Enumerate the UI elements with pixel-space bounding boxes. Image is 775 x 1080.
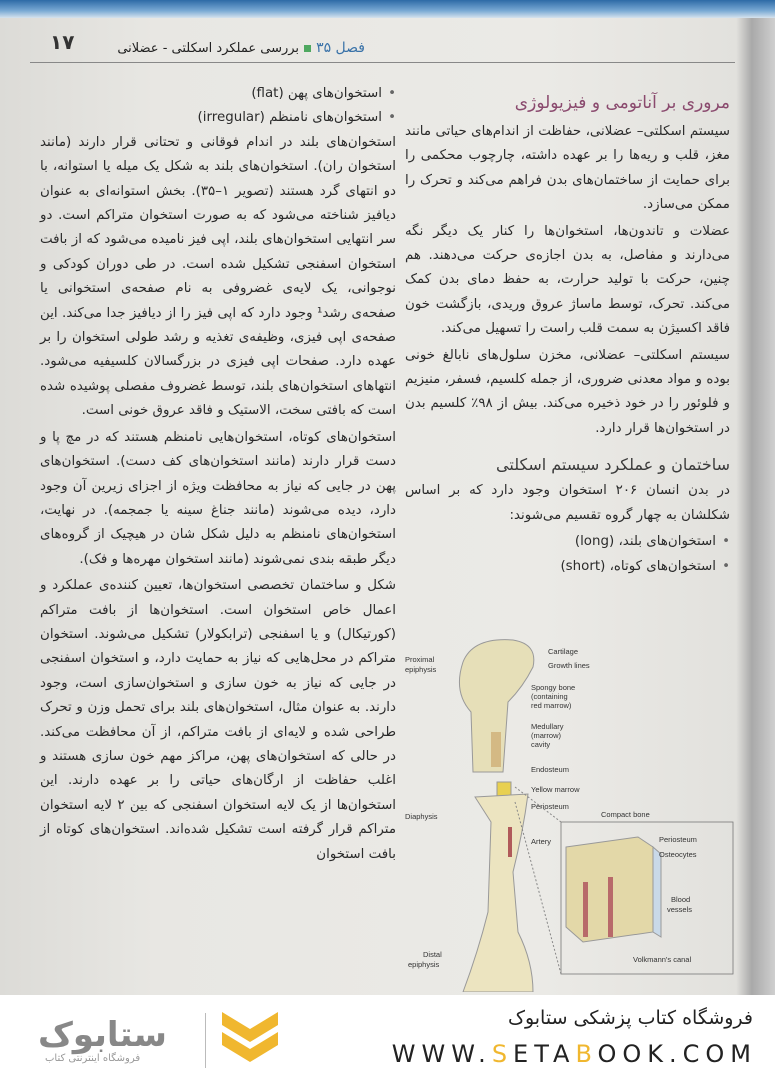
label: Spongy bone bbox=[531, 683, 576, 692]
store-logo[interactable]: ستابوک bbox=[38, 1015, 167, 1055]
logo-divider bbox=[205, 1013, 206, 1068]
chapter-title: بررسی عملکرد اسکلتی - عضلانی bbox=[117, 40, 300, 56]
url-part: ETA bbox=[513, 1040, 576, 1068]
label: Blood bbox=[671, 895, 691, 904]
label: Diaphysis bbox=[405, 812, 438, 821]
label: Periosteum bbox=[531, 802, 569, 811]
label: (marrow) bbox=[531, 731, 561, 740]
label: Volkmann's canal bbox=[633, 955, 692, 964]
left-column bbox=[40, 82, 396, 869]
paragraph: شکل و ساختمان تخصصی استخوان‌ها، تعیین کننده‌ی عملکرد و اعمال خاص استخوان است. استخوان‌ها از بافت متراکم (کورتیکال) و یا اسفنجی (ترابکولار) تشکیل می‌شوند. استخوان متراکم در محل‌هایی که نیاز به حمایت دارد، و استخوان اسفنجی در جایی که نیاز به خون سازی و استخوان‌سازی است، وجود دارند. به عنوان مثال، استخوان‌های بلند برای تحمل وزن و تحرک طراحی شده و لایه‌ای از بافت متراکم، از آن محافظت می‌کند. در حالی که استخوان‌های پهن، مراکز مهم خون سازی هستند و اغلب حفاظت از ارگان‌های حیاتی را بر عهده دارند. این استخوان‌ها از یک لایه استخوان اسفنجی که بین ۲ لایه استخوان متراکم قرار گرفته است تشکیل شده‌اند. استخوان‌های کوتاه از بافت استخوان bbox=[40, 578, 397, 862]
logo-tagline: فروشگاه اینترنتی کتاب bbox=[45, 1053, 141, 1064]
store-url[interactable] bbox=[392, 1040, 757, 1068]
label: (containing bbox=[531, 692, 568, 701]
label: Endosteum bbox=[531, 765, 569, 774]
label: Yellow marrow bbox=[531, 785, 580, 794]
square-marker-icon bbox=[304, 45, 311, 52]
url-part: B bbox=[575, 1040, 598, 1068]
label: Osteocytes bbox=[659, 850, 697, 859]
paragraph: در بدن انسان ۲۰۶ استخوان وجود دارد که بر اساس شکلشان به چهار گروه تقسیم می‌شوند: bbox=[405, 483, 730, 523]
label: Artery bbox=[531, 837, 552, 846]
page-number: ۱۷ bbox=[50, 30, 75, 54]
store-footer bbox=[0, 995, 775, 1080]
bullet-item: • استخوان‌های کوتاه، (short) bbox=[405, 555, 730, 579]
label: Proximal bbox=[405, 655, 435, 664]
url-part: OOK.COM bbox=[597, 1040, 757, 1068]
chapter-label: فصل ۳۵ bbox=[316, 40, 365, 56]
bullet-item: • استخوان‌های نامنظم (irregular) bbox=[40, 106, 396, 130]
right-column bbox=[405, 88, 730, 579]
label: Distal bbox=[423, 950, 442, 959]
store-name: فروشگاه کتاب پزشکی ستابوک bbox=[507, 1007, 753, 1029]
label: Cartilage bbox=[548, 647, 579, 656]
top-band bbox=[0, 0, 775, 18]
chevron-logo-icon bbox=[220, 1007, 280, 1072]
paragraph: سیستم اسکلتی– عضلانی، مخزن سلول‌های نابالغ خونی بوده و مواد معدنی ضروری، از جمله کلسیم، فسفر، منیزیم و فلوئور را در خود ذخیره می‌کند. بیش از ۹۸٪ کلسیم بدن در استخوان‌ها قرار دارد. bbox=[405, 347, 730, 436]
label: vessels bbox=[667, 905, 693, 914]
section-heading: ساختمان و عملکرد سیستم اسکلتی bbox=[496, 455, 730, 475]
label: cavity bbox=[531, 740, 551, 749]
url-part: S bbox=[491, 1040, 514, 1068]
label: epiphysis bbox=[408, 960, 440, 969]
bullet-item: • استخوان‌های بلند، (long) bbox=[405, 530, 730, 554]
bone-illustration bbox=[459, 640, 533, 992]
label: red marrow) bbox=[531, 701, 572, 710]
long-bone-figure bbox=[403, 632, 743, 992]
url-part: WWW. bbox=[391, 1040, 492, 1068]
bullet-item: • استخوان‌های پهن (flat) bbox=[40, 82, 396, 106]
paragraph: استخوان‌های بلند در اندام فوقانی و تحتانی قرار دارند (مانند استخوان ران). استخوان‌های بلند به شکل یک میله یا استوانه، با دو انتهای گرد هستند (تصویر ۱–۳۵). بخش استوانه‌ای به عنوان دیافیز شناخته می‌شود که به صورت استخوان متراکم است. دو سر انتهایی استخوان‌های بلند، اپی فیز نامیده می‌شود که از بافت استخوان اسفنجی تشکیل شده است. در طی دوران کودکی و نوجوانی، یک لایه‌ی غضروفی به نام صفحه‌ی استخوانی یا صفحه‌ی رشد¹ وجود دارد که اپی فیز را از دیافیز جدا می‌کند. این صفحه‌ی اپی فیزی، وظیفه‌ی تغذیه و رشد طولی استخوان را بر عهده دارد. صفحات اپی فیزی در بزرگسالان کلسیفیه می‌شود. انتهاهای استخوان‌های بلند، توسط غضروف مفصلی پوشیده شده است که بافتی سخت، الاستیک و فاقد عروق خونی است. bbox=[40, 134, 397, 419]
header-divider bbox=[30, 62, 735, 63]
label: Growth lines bbox=[548, 661, 590, 670]
paragraph: عضلات و تاندون‌ها، استخوان‌ها را کنار یک دیگر نگه می‌دارند و مفاصل، به بدن اجازه‌ی حرکت می‌دهند. هم چنین، حرکت با تولید حرارت، به حفظ دمای بدن کمک می‌کند. تحرک، توسط ماساژ عروق وریدی، بازگشت خون فاقد اکسیژن به سمت قلب راست را تسهیل می‌کند. bbox=[405, 223, 730, 337]
label: Medullary bbox=[531, 722, 564, 731]
running-header bbox=[117, 40, 365, 56]
label: Compact bone bbox=[601, 810, 650, 819]
paragraph: استخوان‌های کوتاه، استخوان‌هایی نامنظم هستند که در مچ پا و دست قرار دارند (مانند استخوان‌های کف دست). استخوان‌های پهن در جایی که نیاز به محافظت ویژه از اجزای زیرین آن وجود دارد، دیده می‌شوند (مانند جناغ سینه یا جمجمه). در نهایت، استخوان‌های نامنظم به دلیل شکل شان در هیچیک از گروه‌های دیگر طبقه بندی نمی‌شوند (مانند استخوان مهره‌ها و فک). bbox=[40, 429, 396, 567]
paragraph: سیستم اسکلتی– عضلانی، حفاظت از اندام‌های حیاتی مانند مغز، قلب و ریه‌ها را بر عهده داشته، چارچوب محکمی را برای حمایت از ساختمان‌های بدن فراهم می‌کند و تحرک را ممکن می‌سازد. bbox=[405, 124, 730, 213]
label: epiphysis bbox=[405, 665, 437, 674]
label: Periosteum bbox=[659, 835, 697, 844]
section-heading: مروری بر آناتومی و فیزیولوژی bbox=[514, 93, 730, 113]
